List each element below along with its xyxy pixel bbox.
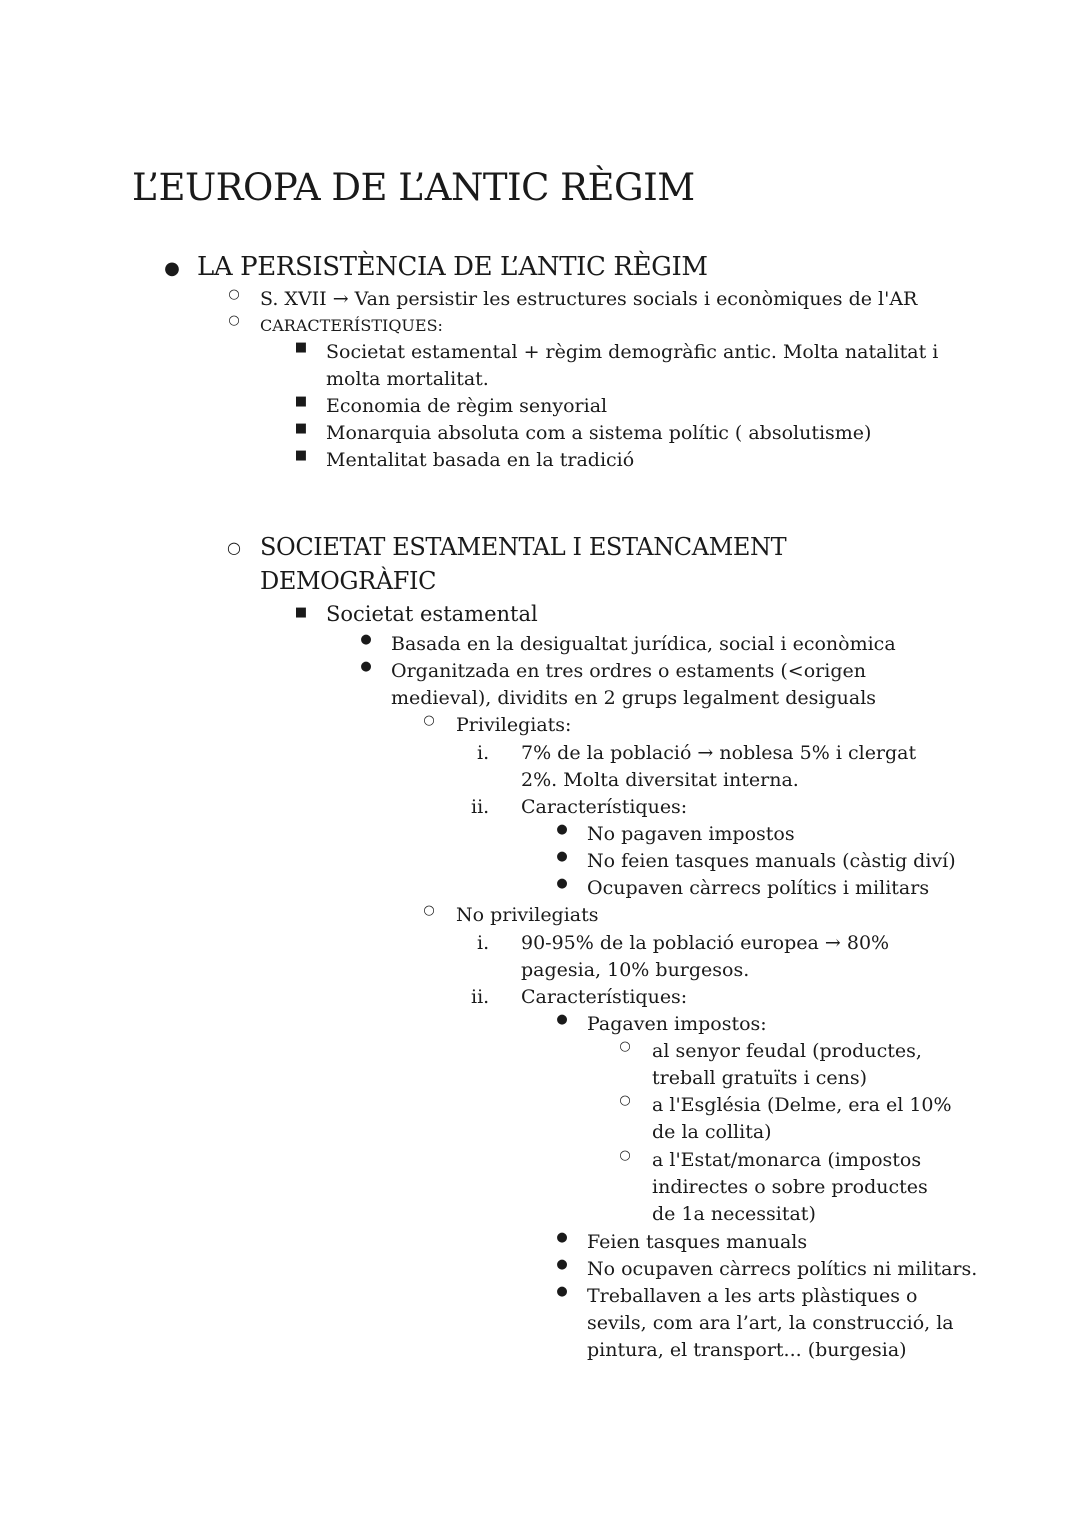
list-number: ii. bbox=[471, 986, 490, 1008]
square-bullet-icon: ■ bbox=[294, 394, 308, 409]
list-item: Característiques: bbox=[521, 796, 688, 818]
square-bullet-icon: ■ bbox=[294, 421, 308, 436]
list-item: CARACTERÍSTIQUES: bbox=[260, 316, 443, 335]
square-bullet-icon: ■ bbox=[294, 448, 308, 463]
disc-bullet-icon: ● bbox=[556, 1012, 568, 1027]
list-item: No pagaven impostos bbox=[587, 823, 795, 845]
circle-bullet-icon: ○ bbox=[619, 1093, 631, 1108]
list-item: Monarquia absoluta com a sistema polític ( absolutisme) bbox=[326, 422, 872, 444]
list-item: 90-95% de la població europea → 80% pagesia, 10% burgesos. bbox=[521, 932, 890, 981]
list-item: Societat estamental bbox=[326, 602, 538, 626]
list-item: Privilegiats: bbox=[456, 714, 572, 736]
list-item: Organitzada en tres ordres o estaments (<origen medieval), dividits en 2 grups legalment desiguals bbox=[391, 660, 877, 709]
list-item: Basada en la desigualtat jurídica, social i econòmica bbox=[391, 633, 896, 655]
section-heading: SOCIETAT ESTAMENTAL I ESTANCAMENT DEMOGRÀFIC bbox=[260, 533, 787, 595]
list-item: No ocupaven càrrecs polítics ni militars. bbox=[587, 1258, 978, 1280]
circle-bullet-icon: ○ bbox=[227, 538, 241, 557]
list-number: ii. bbox=[471, 796, 490, 818]
square-bullet-icon: ■ bbox=[294, 340, 308, 355]
list-item: a l'Estat/monarca (impostos indirectes o sobre productes de 1a necessitat) bbox=[652, 1149, 928, 1225]
circle-bullet-icon: ○ bbox=[228, 313, 240, 328]
disc-bullet-icon: ● bbox=[360, 659, 372, 674]
list-item: No feien tasques manuals (càstig diví) bbox=[587, 850, 956, 872]
circle-bullet-icon: ○ bbox=[228, 287, 240, 302]
disc-bullet-icon: ● bbox=[556, 849, 568, 864]
circle-bullet-icon: ○ bbox=[619, 1148, 631, 1163]
list-item: Feien tasques manuals bbox=[587, 1231, 808, 1253]
list-number: i. bbox=[477, 742, 490, 764]
circle-bullet-icon: ○ bbox=[423, 713, 435, 728]
list-number: i. bbox=[477, 932, 490, 954]
list-item: No privilegiats bbox=[456, 904, 599, 926]
disc-bullet-icon: ● bbox=[556, 876, 568, 891]
section-heading: LA PERSISTÈNCIA DE L’ANTIC RÈGIM bbox=[197, 252, 708, 282]
list-item: Pagaven impostos: bbox=[587, 1013, 767, 1035]
list-item: 7% de la població → noblesa 5% i clergat 2%. Molta diversitat interna. bbox=[521, 742, 917, 791]
list-item: a l'Església (Delme, era el 10% de la collita) bbox=[652, 1094, 952, 1143]
square-bullet-icon: ■ bbox=[294, 605, 308, 620]
document-title: L’EUROPA DE L’ANTIC RÈGIM bbox=[132, 166, 695, 209]
disc-bullet-icon: ● bbox=[556, 1257, 568, 1272]
disc-bullet-icon: ● bbox=[556, 822, 568, 837]
disc-bullet-icon: ● bbox=[164, 258, 180, 279]
circle-bullet-icon: ○ bbox=[423, 903, 435, 918]
disc-bullet-icon: ● bbox=[556, 1230, 568, 1245]
list-item: Mentalitat basada en la tradició bbox=[326, 449, 635, 471]
list-item: Ocupaven càrrecs polítics i militars bbox=[587, 877, 930, 899]
circle-bullet-icon: ○ bbox=[619, 1039, 631, 1054]
disc-bullet-icon: ● bbox=[360, 632, 372, 647]
list-item: Treballaven a les arts plàstiques o sevils, com ara l’art, la construcció, la pintura, el transport... (burgesia) bbox=[587, 1285, 954, 1361]
list-item: Economia de règim senyorial bbox=[326, 395, 608, 417]
list-item: Característiques: bbox=[521, 986, 688, 1008]
list-item: al senyor feudal (productes, treball gratuïts i cens) bbox=[652, 1040, 922, 1089]
list-item: S. XVII → Van persistir les estructures socials i econòmiques de l'AR bbox=[260, 288, 918, 310]
disc-bullet-icon: ● bbox=[556, 1284, 568, 1299]
list-item: Societat estamental + règim demogràfic antic. Molta natalitat i molta mortalitat. bbox=[326, 341, 939, 390]
